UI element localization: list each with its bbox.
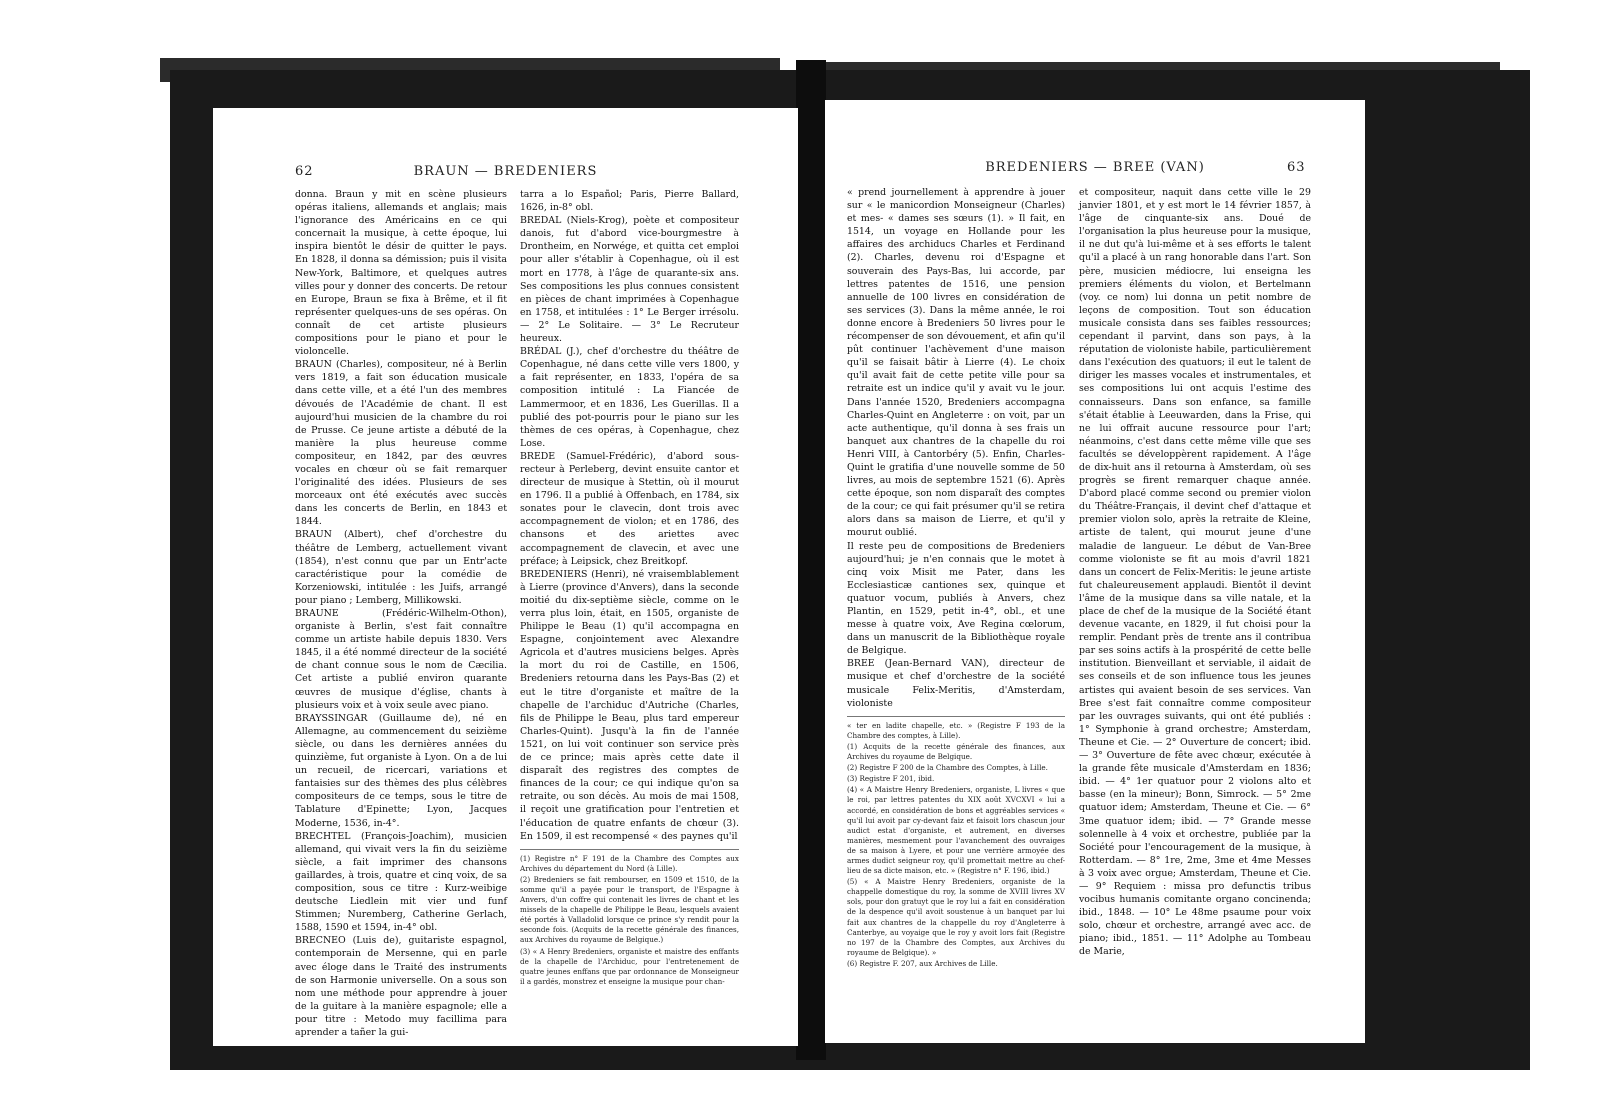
footnote: (6) Registre F. 207, aux Archives de Lille. — [847, 958, 998, 968]
footnote: (1) Acquits de la recette générale des finances, aux Archives du royaume de Belgique. — [847, 741, 1065, 762]
footnote: (4) « A Maistre Henry Bredeniers, organiste, L livres « que le roi, par lettres patentes du XIX août XVCXVI « lui a accordé, en considération de bons et aggréables services « qu'il lui avoit par cy-devant faiz et faisoit lors chascun jour audict estat d'organiste, et autrement, en diverses manières, mesmement pour l'avanchement des ouvraiges de sa maison à Lyere, et pour une verrière armoyée des armes dudict seigneur roy, qu'il promettait mettre au chef-lieu de sa dicte maison, etc. » (Registre n° F. 196, ibid.) — [847, 785, 1065, 876]
entry-bredal-niels: BREDAL (Niels-Krog), poète et compositeur danois, fut d'abord vice-bourgmestre à Drontheim, en Norwége, et quitta cet emploi pour aller s'établir à Copenhague, où il est mort en 1778, à l'âge de quarante-six ans. Ses compositions les plus connues consistent en pièces de chant imprimées à Copenhague en 1758, et intitulées : 1° Le Berger irrésolu. — 2° Le Solitaire. — 3° Le Recruteur heureux. — [520, 215, 739, 345]
entry-braun-charles: BRAUN (Charles), compositeur, né à Berlin vers 1819, a fait son éducation musicale dans cette ville, et a été l'un des membres dévoués de l'Académie de chant. Il est aujourd'hui musicien de la chambre du roi de Prusse. Ce jeune artiste a débuté de la manière la plus heureuse comme compositeur, en 1842, par des œuvres vocales en chœur où se fait remarquer l'originalité des idées. Plusieurs de ses morceaux ont été exécutés avec succès dans les concerts de Berlin, en 1843 et 1844. — [295, 359, 507, 528]
footnote: « ter en ladite chapelle, etc. » (Registre F 193 de la Chambre des comptes, à Lille). — [847, 720, 1065, 740]
left-running-head: BRAUN — BREDENIERS — [413, 164, 598, 179]
entry-text: et compositeur, naquit dans cette ville le 29 janvier 1801, et y est mort le 14 février 1857, à l'âge de cinquante-six ans. Doué de l'organisation la plus heureuse pour la musique, il ne dut qu'à lui-même et à ses efforts le talent qu'il a placé à un rang honorable dans l'art. Son père, musicien médiocre, lui enseigna les premiers éléments du violon, et Bertelmann (voy. ce nom) lui donna un petit nombre de leçons de composition. Tout son éducation musicale consista dans ses faibles ressources; cependant il parvint, dans son pays, à la réputation de violoniste habile, particulièrement dans l'exécution des quatuors; il eut le talent de diriger les masses vocales et instrumentales, et ses compositions lui ont acquis l'estime des connaisseurs. Dans son enfance, sa famille s'était établie à Leeuwarden, dans la Frise, qui ne lui offrait aucune ressource pour l'art; néanmoins, c'est dans cette même ville que ses facultés se développèrent rapidement. A l'âge de dix-huit ans il retourna à Amsterdam, où ses progrès se firent remarquer chaque année. D'abord placé comme second ou premier violon du Théâtre-Français, il devint chef d'attaque et premier violon solo, après la retraite de Kleine, artiste de talent, qui mourut jeune d'une maladie de langueur. Le début de Van-Bree comme violoniste se fit au mois d'avril 1821 dans un concert de Felix-Meritis: le jeune artiste fut chaleureusement applaudi. Bientôt il devint l'âme de la musique dans sa ville natale, et la place de chef de la musique de la Société étant devenue vacante, en 1829, il fut choisi pour la remplir. Pendant près de trente ans il contribua par ses soins actifs à la prospérité de cette belle institution. Bienveillant et serviable, il aidait de ses conseils et de son influence tous les jeunes artistes qui avaient besoin de ses services. Van Bree s'est fait connaître comme compositeur par les ouvrages suivants, qui ont été publiés : 1° Symphonie à grand orchestre; Amsterdam, Theune et Cie. — 2° Ouverture de concert; ibid. — 3° Ouverture de fête avec chœur, exécutée à la grande fête musicale d'Amsterdam en 1836; ibid. — 4° 1er quatuor pour 2 violons alto et basse (en la mineur); Bonn, Simrock. — 5° 2me quatuor idem; Amsterdam, Theune et Cie. — 6° 3me quatuor idem; ibid. — 7° Grande messe solennelle à 4 voix et orchestre, publiée par la Société pour l'encouragement de la musique, à Rotterdam. — 8° 1re, 2me, 3me et 4me Messes à 3 voix avec orgue; Amsterdam, Theune et Cie. — 9° Requiem : missa pro defunctis tribus vocibus humanis comitante organo concinenda; ibid., 1848. — 10° Le 48me psaume pour voix solo, chœur et orchestre, arrangé avec acc. de piano; ibid., 1851. — 11° Adolphe au Tombeau de Marie, — [1079, 187, 1311, 958]
entry-brayssingar: BRAYSSINGAR (Guillaume de), né en Allemagne, au commencement du seizième siècle, ou dans les dernières années du quinzième, fut organiste à Lyon. On a de lui un recueil, de ricercari, variations et fantaisies sur des thèmes des plus célèbres compositeurs de ce temps, sous le titre de Tablature d'Epinette; Lyon, Jacques Moderne, 1536, in-4°. — [295, 712, 507, 829]
right-column-1 — [847, 186, 1065, 970]
footnote: (2) Bredeniers se fait rembourser, en 1509 et 1510, de la somme qu'il a payée pour le transport, de l'Espagne à Anvers, d'un coffre qui contenait les livres de chant et les missels de la chapelle de Philippe le Beau, lesquels avaient été portés à Valladolid lorsque ce prince s'y rendit pour la seconde fois. (Acquits de la recette générale des finances, aux Archives du royaume de Belgique.) — [520, 874, 739, 945]
entry-bredeniers: BREDENIERS (Henri), né vraisemblablement à Lierre (province d'Anvers), dans la seconde moitié du dix-septième siècle, comme on le verra plus loin, était, en 1505, organiste de Philippe le Beau (1) qu'il accompagna en Espagne, conjointement avec Alexandre Agricola et d'autres musiciens belges. Après la mort du roi de Castille, en 1506, Bredeniers retourna dans les Pays-Bas (2) et eut le titre d'organiste et maître de la chapelle de l'archiduc d'Autriche (Charles, fils de Philippe le Beau, plus tard empereur Charles-Quint). Jusqu'à la fin de l'année 1521, on lui voit continuer son service près de ce prince; mais après cette date il disparaît des registres des comptes de finances de la cour; ce qui indique qu'on sa retraite, ou son décès. Au mois de mai 1508, il reçoit une gratification pour l'entretien et l'éducation de quatre enfants de chœur (3). En 1509, il est recompensé « des paynes qu'il — [520, 568, 739, 842]
left-page-number: 62 — [295, 164, 314, 179]
entry-brechtel: BRECHTEL (François-Joachim), musicien allemand, qui vivait vers la fin du seizième siècle, a fait imprimer des chansons gaillardes, à trois, quatre et cinq voix, de sa composition, sous ce titre : Kurz-weibige deutsche Liedlein mit vier und funf Stimmen; Nuremberg, Catherine Gerlach, 1588, 1590 et 1594, in-4° obl. — [295, 830, 507, 934]
right-running-head: BREDENIERS — BREE (VAN) — [985, 160, 1205, 175]
footnote: (3) Registre F 201, ibid. — [847, 774, 935, 784]
entry-bredal-j: BRÉDAL (J.), chef d'orchestre du théâtre de Copenhague, né dans cette ville vers 1800, y a fait représenter, en 1833, l'opéra de sa composition intitulé : La Fiancée de Lammermoor, et en 1836, Les Guerillas. Il a publié des pot-pourris pour le piano sur les thèmes de ces opéras, à Copenhague, chez Lose. — [520, 346, 739, 449]
left-column-1 — [295, 188, 507, 1039]
entry-bree: BREE (Jean-Bernard VAN), directeur de musique et chef d'orchestre de la société musicale Felix-Meritis, d'Amsterdam, violoniste — [847, 658, 1065, 709]
entry-text: « prend journellement à apprendre à jouer sur « le manicordion Monseigneur (Charles) et mes- « dames ses sœurs (1). » Il fait, en 1514, un voyage en Hollande pour les affaires des archiducs Charles et Ferdinand (2). Charles, devenu roi d'Espagne et souverain des Pays-Bas, lui accorde, par lettres patentes de 1516, une pension annuelle de 100 livres en considération de ses services (3). Dans la même année, le roi donne encore à Bredeniers 50 livres pour le récompenser de son dévouement, et afin qu'il pût continuer l'achèvement d'une maison qu'il se faisait bâtir à Lierre (4). Le choix qu'il avait fait de cette petite ville pour sa retraite est un indice qu'il y avait vu le jour. Dans l'année 1520, Bredeniers accompagna Charles-Quint en Angleterre : on voit, par un acte authentique, qu'il donna à ses frais un banquet aux chantres de la chapelle du roi Henri VIII, à Cantorbéry (5). Enfin, Charles-Quint le gratifia d'une nouvelle somme de 50 livres, au mois de septembre 1521 (6). Après cette époque, son nom disparaît des comptes de la cour; ce qui fait présumer qu'il se retira alors dans sa maison de Lierre, et qu'il y mourut oublié. — [847, 187, 1065, 539]
footnote: (3) « A Henry Bredeniers, organiste et maistre des enffants de la chapelle de l'Archiduc, pour l'entretenement de quatre jeunes enffans que par ordonnance de Monseigneur il a gardés, monstrez et enseigne la musique pour chan- — [520, 946, 739, 986]
entry-braun-albert: BRAUN (Albert), chef d'orchestre du théâtre de Lemberg, actuellement vivant (1854), n'est connu que par un Entr'acte caractéristique pour la comédie de Korzeniowski, intitulée : les Juifs, arrangé pour piano ; Lemberg, Millikowski. — [295, 529, 507, 606]
left-page-header — [213, 164, 798, 188]
book-spine — [796, 60, 826, 1060]
left-footnotes — [520, 849, 739, 987]
footnote: (1) Registre n° F 191 de la Chambre des Comptes aux Archives du département du Nord (à Lille). — [520, 853, 739, 873]
right-page-number: 63 — [1287, 160, 1306, 175]
entry-text: donna. Braun y mit en scène plusieurs opéras italiens, allemands et anglais; mais l'ignorance des Américains en ce qui concernait la musique, à cette époque, lui inspira bientôt le désir de quitter le pays. En 1828, il donna sa démission; puis il visita New-York, Baltimore, et quelques autres villes pour y donner des concerts. De retour en Europe, Braun se fixa à Brême, et il fit représenter quelques-uns de ses opéras. On connaît de cet artiste plusieurs compositions pour le piano et pour le violoncelle. — [295, 189, 507, 358]
entry-braune: BRAUNE (Frédéric-Wilhelm-Othon), organiste à Berlin, s'est fait connaître comme un artiste habile depuis 1830. Vers 1845, il a été nommé directeur de la société de chant connue sous le nom de Cæcilia. Cet artiste a publié environ quarante œuvres de musique d'église, chants à plusieurs voix et à voix seule avec piano. — [295, 608, 507, 711]
footnote: (2) Registre F 200 de la Chambre des Comptes, à Lille. — [847, 763, 1048, 773]
footnote: (5) « A Maistre Henry Bredeniers, organiste de la chappelle domestique du roy, la somme de XVIII livres XV sols, pour don gratuyt que le roy lui a fait en considération de la despence qu'il avoit soustenue à un banquet par lui fait aux chantres de la chappelle du roy d'Angleterre à Canterbye, au voyaige que le roy y avoit lors fait (Registre no 197 de la Chambre des Comptes, aux Archives du royaume de Belgique). » — [847, 877, 1065, 957]
left-column-2 — [520, 188, 739, 988]
right-footnotes — [847, 716, 1065, 969]
left-page — [213, 108, 798, 1046]
right-page — [825, 100, 1365, 1043]
right-page-header — [825, 160, 1365, 184]
right-column-2 — [1079, 186, 1311, 959]
entry-text: tarra a lo Español; Paris, Pierre Ballard, 1626, in-8° obl. — [520, 189, 739, 214]
entry-brede: BREDE (Samuel-Frédéric), d'abord sous-recteur à Perleberg, devint ensuite cantor et directeur de musique à Stettin, où il mourut en 1796. Il a publié à Offenbach, en 1784, six sonates pour le clavecin, dont trois avec accompagnement de violon; et en 1786, des chansons et des ariettes avec accompagnement de clavecin, et avec une préface; à Leipsick, chez Breitkopf. — [520, 450, 739, 567]
entry-brecneo: BRECNEO (Luis de), guitariste espagnol, contemporain de Mersenne, qui en parle avec éloge dans le Traité des instruments de son Harmonie universelle. On a sous son nom une méthode pour apprendre à jouer de la guitare à la manière espagnole; elle a pour titre : Metodo muy facillima para aprender a tañer la gui- — [295, 935, 507, 1038]
entry-text: Il reste peu de compositions de Bredeniers aujourd'hui; je n'en connais que le motet à cinq voix Misit me Pater, dans les Ecclesiasticæ cantiones sex, quinque et quatuor vocum, publiés à Anvers, chez Plantin, en 1529, petit in-4°, obl., et une messe à quatre voix, Ave Regina cœlorum, dans un manuscrit de la Bibliothèque royale de Belgique. — [847, 540, 1065, 657]
